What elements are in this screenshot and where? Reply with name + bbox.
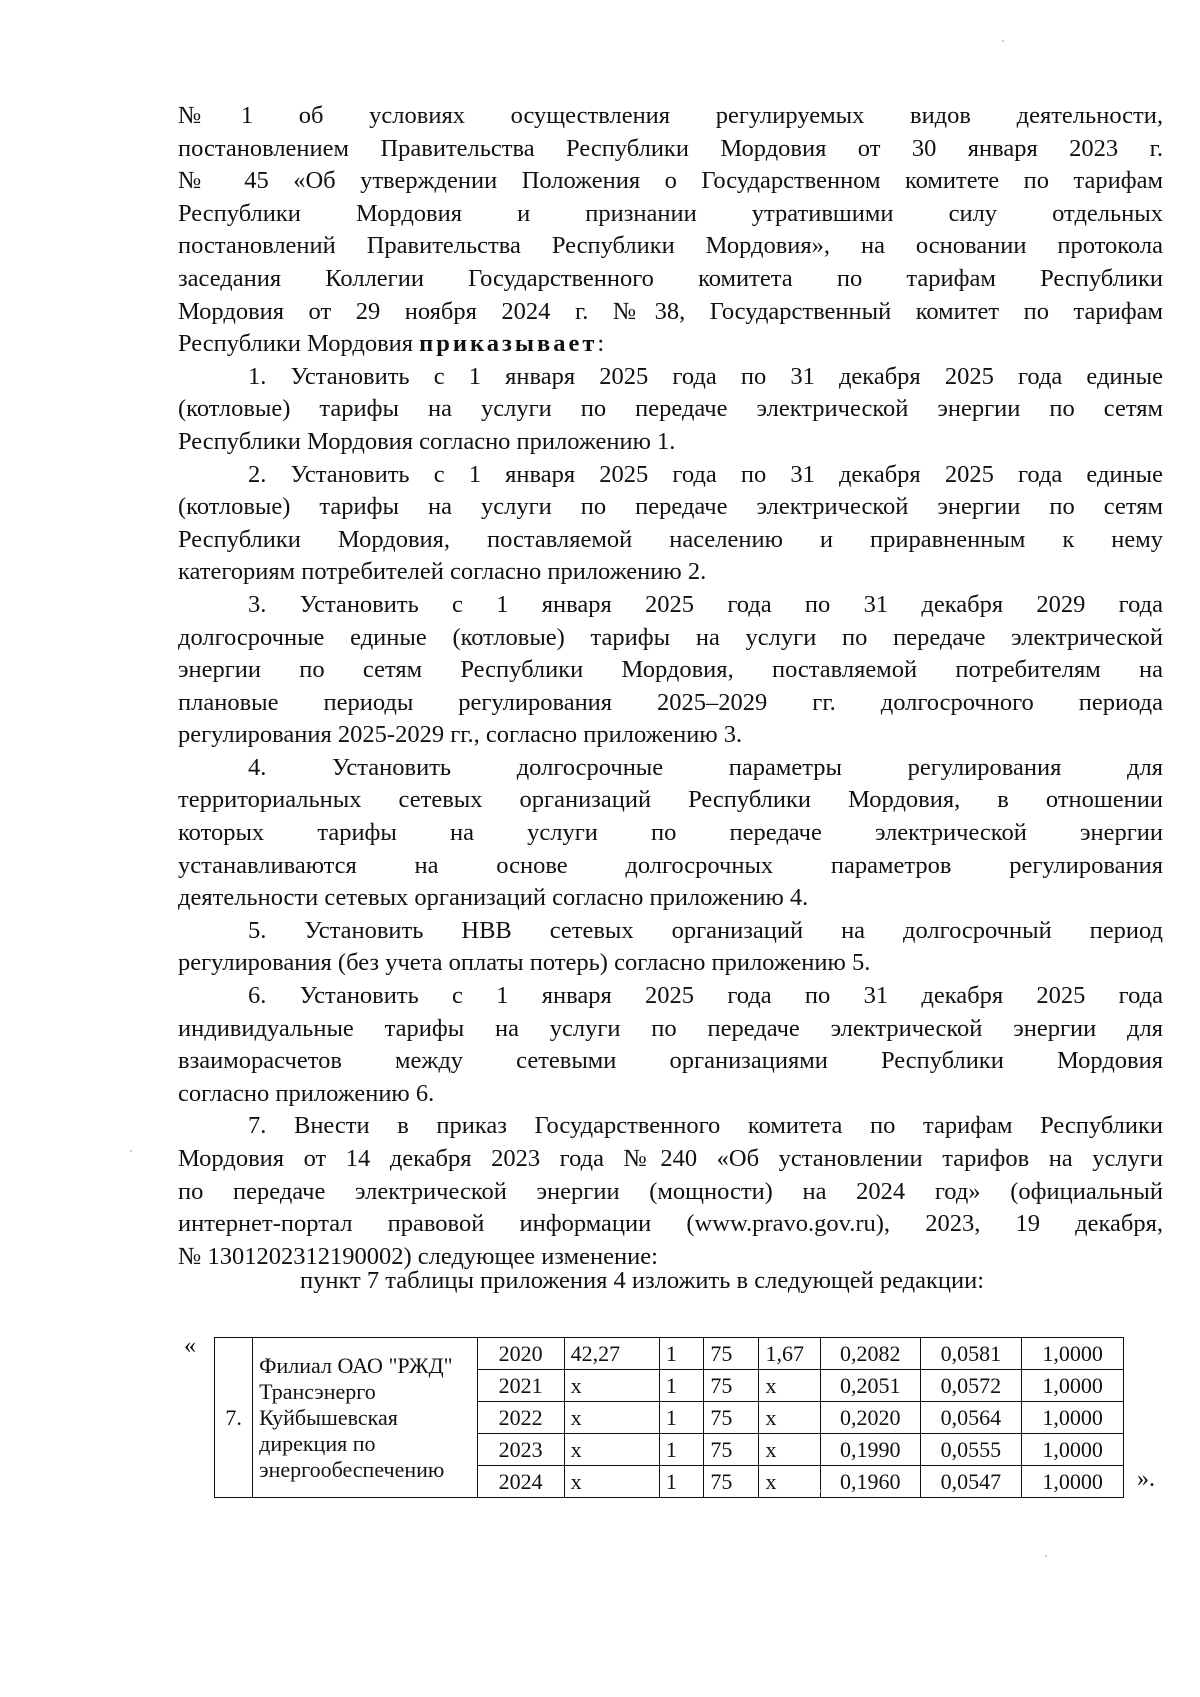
table-cell: х xyxy=(564,1466,659,1498)
text-line: заседания Коллегии Государственного комитета по тарифам Республики xyxy=(178,264,1163,292)
scan-speck xyxy=(820,1490,822,1492)
table-cell: 1 xyxy=(659,1402,703,1434)
text-line: долгосрочные единые (котловые) тарифы на услуги по передаче электрической xyxy=(178,623,1163,651)
table-cell: 0,0572 xyxy=(920,1370,1022,1402)
text-line: регулирования 2025-2029 гг., согласно приложению 3. xyxy=(178,721,743,749)
table-cell: 0,1960 xyxy=(820,1466,920,1498)
text-line: 1. Установить с 1 января 2025 года по 31 декабря 2025 года единые xyxy=(248,362,1163,390)
table-cell: 1 xyxy=(659,1370,703,1402)
table-cell: 1,0000 xyxy=(1022,1402,1124,1434)
scan-speck xyxy=(1002,40,1004,42)
order-item-4 xyxy=(178,752,1163,915)
text-line: (котловые) тарифы на услуги по передаче электрической энергии по сетям xyxy=(178,493,1163,521)
order-item-3 xyxy=(178,589,1163,752)
order-item-7 xyxy=(178,1110,1163,1273)
table-cell: 0,0564 xyxy=(920,1402,1022,1434)
year-cell: 2022 xyxy=(477,1402,564,1434)
text-line: категориям потребителей согласно приложению 2. xyxy=(178,558,707,586)
table-cell: 1 xyxy=(659,1338,703,1370)
organization-cell: Филиал ОАО "РЖД" Трансэнерго Куйбышевская дирекция по энергообеспечению xyxy=(253,1338,478,1498)
table-cell: 1,0000 xyxy=(1022,1466,1124,1498)
text-line: территориальных сетевых организаций Республики Мордовия, в отношении xyxy=(178,786,1163,814)
table-cell: 0,2051 xyxy=(820,1370,920,1402)
intro-paragraph xyxy=(178,100,1163,361)
text-line: постановлением Правительства Республики Мордовия от 30 января 2023 г. xyxy=(178,134,1163,162)
table-cell: х xyxy=(759,1466,820,1498)
table-cell: 42,27 xyxy=(564,1338,659,1370)
table-cell: 75 xyxy=(704,1338,759,1370)
text-line: № 45 «Об утверждении Положения о Государственном комитете по тарифам xyxy=(178,167,1163,195)
table-cell: х xyxy=(759,1434,820,1466)
text-line: регулирования (без учета оплаты потерь) согласно приложению 5. xyxy=(178,949,871,977)
year-cell: 2021 xyxy=(477,1370,564,1402)
table-cell: 0,1990 xyxy=(820,1434,920,1466)
text-line: Республики Мордовия и признании утратившими силу отдельных xyxy=(178,199,1163,227)
table-cell: х xyxy=(564,1434,659,1466)
table-cell: х xyxy=(564,1370,659,1402)
text-line: (котловые) тарифы на услуги по передаче электрической энергии по сетям xyxy=(178,395,1163,423)
order-item-2 xyxy=(178,459,1163,589)
text-line: 6. Установить с 1 января 2025 года по 31 декабря 2025 года xyxy=(248,982,1163,1010)
text-line: которых тарифы на услуги по передаче электрической энергии xyxy=(178,819,1163,847)
table-cell: х xyxy=(759,1402,820,1434)
text-line: взаиморасчетов между сетевыми организациями Республики Мордовия xyxy=(178,1047,1163,1075)
table-cell: 0,2082 xyxy=(820,1338,920,1370)
text-line: №1 об условиях осуществления регулируемых видов деятельности, xyxy=(178,102,1163,129)
text-line: 3. Установить с 1 января 2025 года по 31 декабря 2029 года xyxy=(248,590,1163,618)
text-line: Мордовия от 29 ноября 2024 г. №38, Государственный комитет по тарифам xyxy=(178,297,1163,325)
table-cell: 0,0555 xyxy=(920,1434,1022,1466)
order-item-6 xyxy=(178,980,1163,1110)
table-cell: х xyxy=(759,1370,820,1402)
text-line: № 1301202312190002) следующее изменение: xyxy=(178,1242,658,1270)
text-line: по передаче электрической энергии (мощности) на 2024 год» (официальный xyxy=(178,1177,1163,1205)
table-cell: 1,0000 xyxy=(1022,1370,1124,1402)
year-cell: 2023 xyxy=(477,1434,564,1466)
table-cell: 75 xyxy=(704,1402,759,1434)
document-body xyxy=(178,100,1163,1273)
text-line: деятельности сетевых организаций согласно приложению 4. xyxy=(178,884,809,912)
text-line: устанавливаются на основе долгосрочных параметров регулирования xyxy=(178,851,1163,879)
table-cell: 1 xyxy=(659,1466,703,1498)
order-item-5 xyxy=(178,915,1163,980)
text-line: 5. Установить НВВ сетевых организаций на долгосрочный период xyxy=(248,916,1163,944)
table-cell: 75 xyxy=(704,1434,759,1466)
quote-open-mark: « xyxy=(184,1333,196,1359)
tariff-table xyxy=(214,1337,1124,1498)
text-line: индивидуальные тарифы на услуги по передаче электрической энергии для xyxy=(178,1014,1163,1042)
order-suffix: : xyxy=(597,330,605,358)
text-line: Республики Мордовия согласно приложению 1. xyxy=(178,427,676,455)
text-line: 2. Установить с 1 января 2025 года по 31 декабря 2025 года единые xyxy=(248,460,1163,488)
text-line: интернет-портал правовой информации (www.pravo.gov.ru), 2023, 19 декабря, xyxy=(178,1210,1163,1238)
text-line: согласно приложению 6. xyxy=(178,1079,435,1107)
text-line-order xyxy=(178,328,1163,361)
table-cell: 75 xyxy=(704,1466,759,1498)
row-number-cell: 7. xyxy=(215,1338,253,1498)
year-cell: 2024 xyxy=(477,1466,564,1498)
text-line: Мордовия от 14 декабря 2023 года №240 «Об установлении тарифов на услуги xyxy=(178,1145,1163,1172)
order-prefix: Республики Мордовия xyxy=(178,330,420,358)
text-line: энергии по сетям Республики Мордовия, поставляемой потребителям на xyxy=(178,656,1163,684)
table-cell: 75 xyxy=(704,1370,759,1402)
scan-speck xyxy=(130,1150,132,1152)
table-cell: 1,0000 xyxy=(1022,1434,1124,1466)
scan-speck xyxy=(1045,1555,1047,1557)
table-row xyxy=(215,1338,1124,1370)
table-cell: 0,0581 xyxy=(920,1338,1022,1370)
table-cell: 0,2020 xyxy=(820,1402,920,1434)
text-line: постановлений Правительства Республики Мордовия», на основании протокола xyxy=(178,232,1163,260)
table-cell: 1,0000 xyxy=(1022,1338,1124,1370)
year-cell: 2020 xyxy=(477,1338,564,1370)
text-line: плановые периоды регулирования 2025–2029 гг. долгосрочного периода xyxy=(178,688,1163,716)
text-line: 7. Внести в приказ Государственного комитета по тарифам Республики xyxy=(248,1112,1163,1140)
text-line: Республики Мордовия, поставляемой населению и приравненным к нему xyxy=(178,525,1163,553)
order-keyword: приказывает xyxy=(419,330,598,358)
table-cell: 1,67 xyxy=(759,1338,820,1370)
quote-close-mark: ». xyxy=(1137,1466,1155,1492)
order-item-1 xyxy=(178,361,1163,459)
table-cell: 1 xyxy=(659,1434,703,1466)
text-line: 4. Установить долгосрочные параметры регулирования для xyxy=(248,753,1163,781)
table-intro: пункт 7 таблицы приложения 4 изложить в следующей редакции: xyxy=(300,1267,985,1294)
table-cell: х xyxy=(564,1402,659,1434)
table-cell: 0,0547 xyxy=(920,1466,1022,1498)
